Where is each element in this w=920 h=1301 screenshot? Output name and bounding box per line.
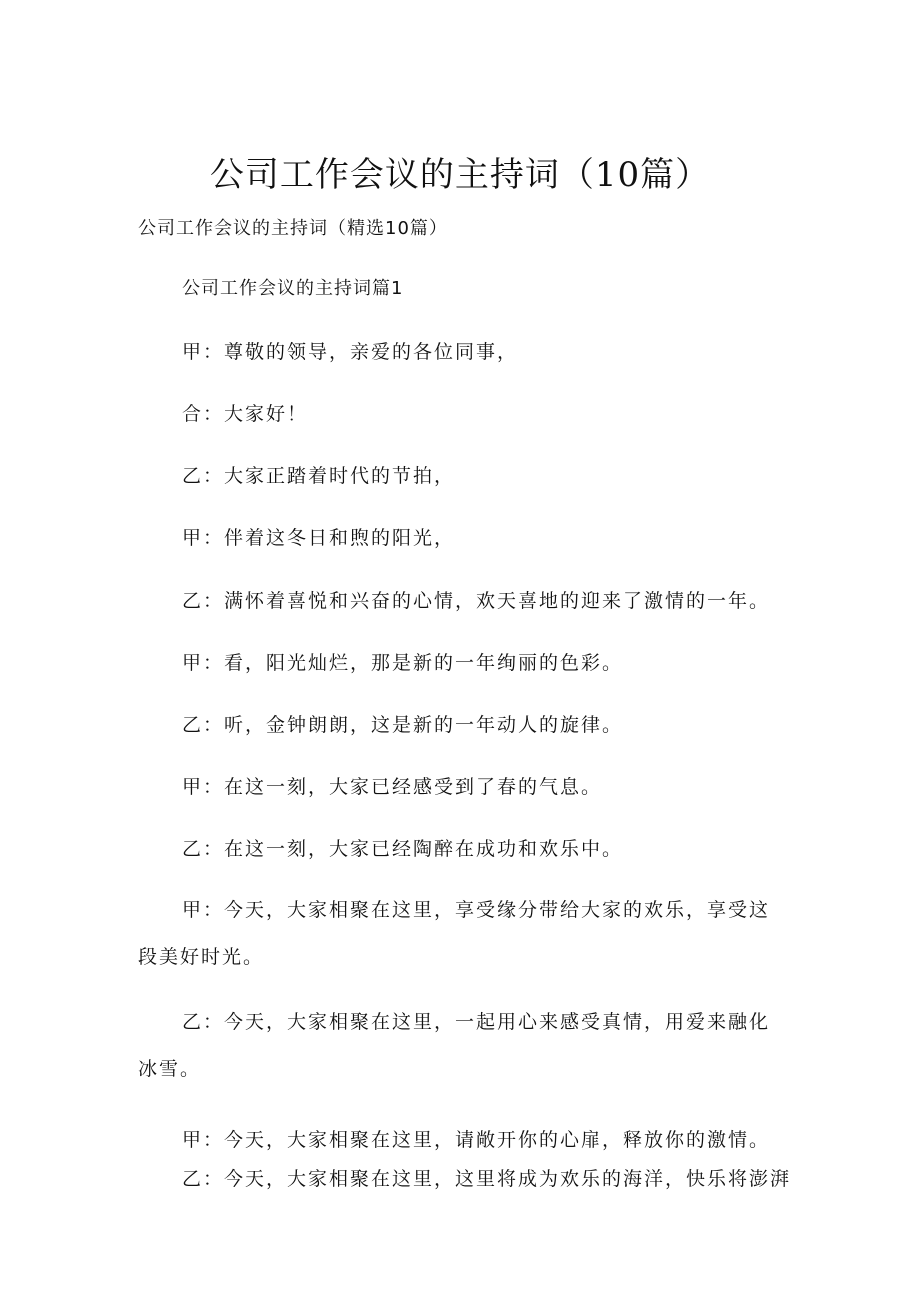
- dialogue-line: 乙：听，金钟朗朗，这是新的一年动人的旋律。: [182, 714, 624, 736]
- dialogue-line: 甲：在这一刻，大家已经感受到了春的气息。: [182, 776, 603, 798]
- dialogue-line: 乙：在这一刻，大家已经陶醉在成功和欢乐中。: [182, 838, 624, 860]
- dialogue-paragraph: 甲：今天，大家相聚在这里，享受缘分带给大家的欢乐，享受这段美好时光。: [138, 899, 771, 968]
- dialogue-line: 甲：今天，大家相聚在这里，请敞开你的心扉，释放你的激情。: [182, 1129, 771, 1151]
- dialogue-line: 甲：尊敬的领导，亲爱的各位同事，: [182, 341, 519, 363]
- document-title: 公司工作会议的主持词（10篇）: [209, 155, 711, 195]
- dialogue-line: 乙：大家正踏着时代的节拍，: [182, 465, 456, 487]
- section-heading: 公司工作会议的主持词篇1: [182, 278, 404, 299]
- document-subtitle: 公司工作会议的主持词（精选10篇）: [138, 218, 448, 239]
- dialogue-line: 甲：看，阳光灿烂，那是新的一年绚丽的色彩。: [182, 652, 624, 674]
- dialogue-line: 乙：今天，大家相聚在这里，这里将成为欢乐的海洋，快乐将澎湃: [182, 1168, 792, 1190]
- dialogue-line: 甲：伴着这冬日和煦的阳光，: [182, 527, 456, 549]
- dialogue-paragraph: 乙：今天，大家相聚在这里，一起用心来感受真情，用爱来融化冰雪。: [138, 1011, 771, 1080]
- dialogue-line: 合：大家好！: [182, 403, 309, 425]
- dialogue-line: 乙：满怀着喜悦和兴奋的心情，欢天喜地的迎来了激情的一年。: [182, 590, 771, 612]
